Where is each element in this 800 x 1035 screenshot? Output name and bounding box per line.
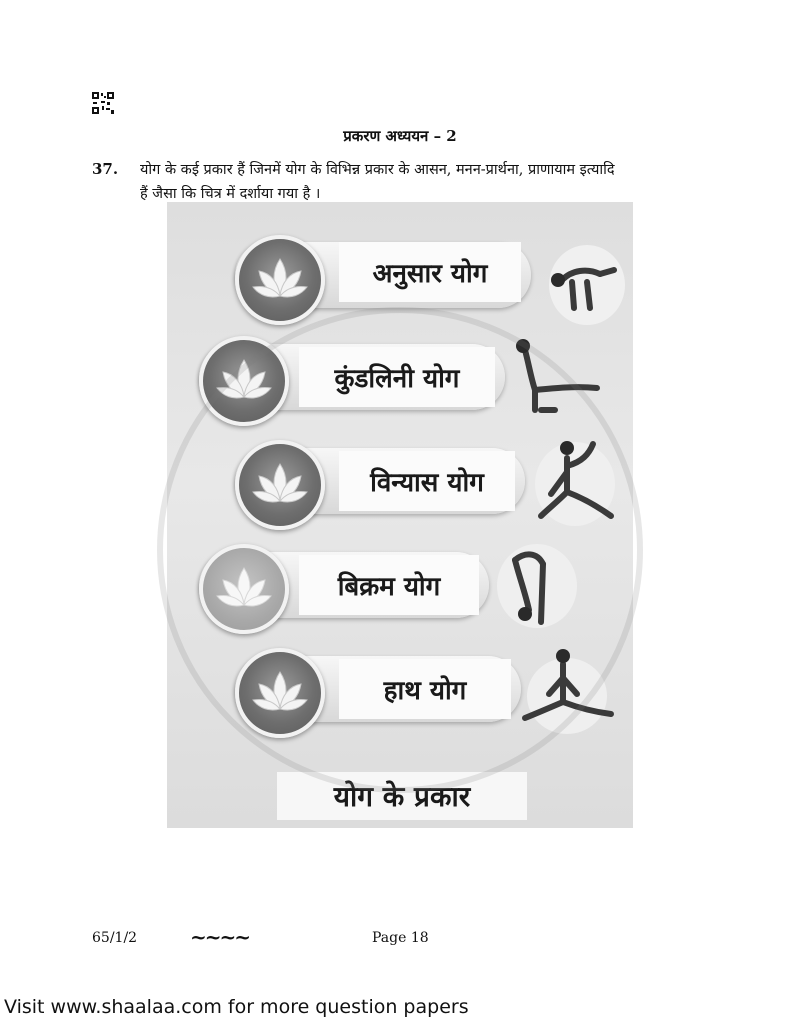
qr-code-icon [92,92,114,114]
page-number: Page 18 [372,930,429,946]
lotus-icon [235,235,325,325]
question-number: 37. [92,160,119,178]
lotus-icon [235,440,325,530]
figure-caption: योग के प्रकार [277,772,527,820]
footer-squiggle: ~~~~ [190,925,250,949]
question-text-line-1: योग के कई प्रकार हैं जिनमें योग के विभिन्न प्रकार के आसन, मनन-प्रार्थना, प्राणायाम इत्यादि [140,162,615,178]
lotus-icon [199,336,289,426]
yoga-type-label-2: कुंडलिनी योग [299,347,495,407]
promo-text: Visit www.shaalaa.com for more question papers [4,996,469,1018]
seated-pose-illustration [519,642,615,738]
lunge-pose-illustration [505,330,601,426]
case-study-title: प्रकरण अध्ययन – 2 [343,127,457,145]
seated-twist-illustration [527,432,623,528]
yoga-type-label-5: हाथ योग [339,659,511,719]
lotus-icon [235,648,325,738]
yoga-type-label-1: अनुसार योग [339,242,521,302]
yoga-type-label-3: विन्यास योग [339,451,515,511]
paper-code: 65/1/2 [92,930,138,946]
question-text [140,158,700,206]
yoga-type-label-4: बिक्रम योग [299,555,479,615]
forward-bend-illustration [485,536,581,632]
yoga-types-figure [167,202,633,828]
question-text-line-2: हैं जैसा कि चित्र में दर्शाया गया है । [140,186,321,202]
crow-pose-illustration [532,230,628,326]
lotus-icon [199,544,289,634]
